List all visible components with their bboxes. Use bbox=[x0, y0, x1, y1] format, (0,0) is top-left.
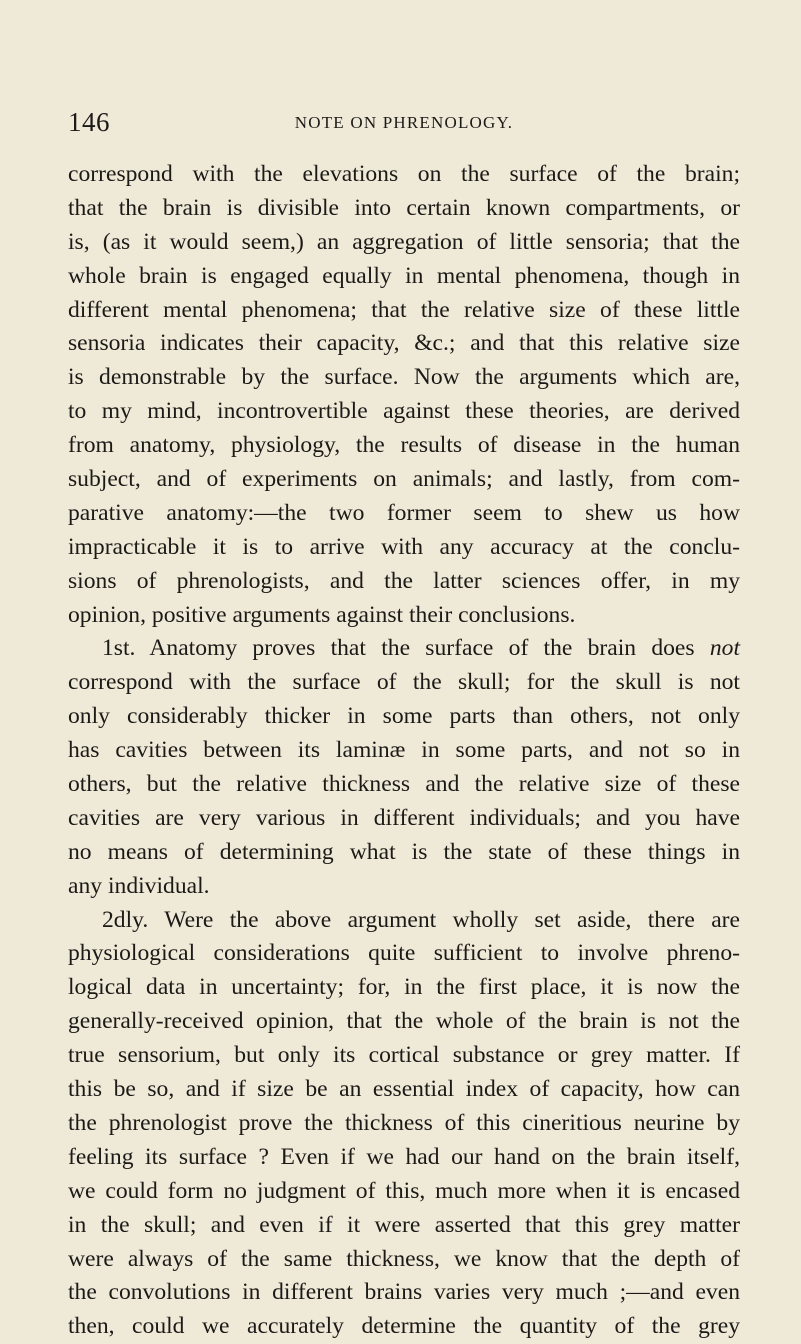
text-line: whole brain is engaged equally in mental phenomena, though in bbox=[68, 262, 740, 289]
text-line: logical data in uncertainty; for, in the first place, it is now the bbox=[68, 974, 740, 1001]
text-line: that the brain is divisible into certain known compartments, or bbox=[68, 194, 740, 221]
text-line: any individual. bbox=[68, 872, 210, 899]
text-line bbox=[68, 632, 740, 666]
text-line: in the skull; and even if it were asserted that this grey matter bbox=[68, 1211, 740, 1238]
text-line: impracticable it is to arrive with any accuracy at the conclu- bbox=[68, 533, 740, 560]
page-number: 146 bbox=[68, 107, 110, 137]
text-line: 2dly. Were the above argument wholly set aside, there are bbox=[102, 906, 740, 933]
text-line: parative anatomy:—the two former seem to shew us how bbox=[68, 499, 740, 526]
text-line: correspond with the elevations on the surface of the brain; bbox=[68, 161, 740, 187]
text-line: to my mind, incontrovertible against these theories, are derived bbox=[68, 398, 740, 425]
emphasis-not: not bbox=[709, 635, 740, 662]
text-line: sensoria indicates their capacity, &c.; and that this relative size bbox=[68, 330, 740, 357]
text-line: subject, and of experiments on animals; and lastly, from com- bbox=[68, 466, 740, 493]
text-line: has cavities between its laminæ in some parts, and not so in bbox=[68, 737, 740, 764]
text-line: from anatomy, physiology, the results of disease in the human bbox=[68, 432, 740, 459]
text-line: correspond with the surface of the skull; for the skull is not bbox=[68, 669, 740, 696]
body-text bbox=[68, 158, 740, 1344]
text-line: cavities are very various in different individuals; and you have bbox=[68, 804, 740, 831]
text-line: others, but the relative thickness and the relative size of these bbox=[68, 771, 740, 798]
text-line: the phrenologist prove the thickness of this cineritious neurine by bbox=[68, 1109, 740, 1136]
text-line: is, (as it would seem,) an aggregation of little sensoria; that the bbox=[68, 228, 740, 255]
text-line: true sensorium, but only its cortical substance or grey matter. If bbox=[68, 1042, 740, 1069]
page-header bbox=[68, 107, 740, 141]
text-line: physiological considerations quite sufficient to involve phreno- bbox=[68, 940, 740, 967]
text-line: were always of the same thickness, we know that the depth of bbox=[68, 1245, 740, 1272]
text-line: generally-received opinion, that the whole of the brain is not the bbox=[68, 1008, 740, 1035]
text-line: different mental phenomena; that the relative size of these little bbox=[68, 296, 740, 323]
text-line: we could form no judgment of this, much more when it is encased bbox=[68, 1177, 740, 1204]
text-line: then, could we accurately determine the quantity of the grey bbox=[68, 1313, 740, 1340]
text-line-plain: 1st. Anatomy proves that the surface of the brain does bbox=[102, 635, 710, 662]
text-line: feeling its surface ? Even if we had our hand on the brain itself, bbox=[68, 1143, 740, 1170]
text-line: the convolutions in different brains varies very much ;—and even bbox=[68, 1279, 740, 1306]
running-head: NOTE ON PHRENOLOGY. bbox=[294, 113, 514, 132]
text-line: opinion, positive arguments against their conclusions. bbox=[68, 601, 576, 628]
text-line: is demonstrable by the surface. Now the arguments which are, bbox=[68, 364, 740, 391]
text-line: no means of determining what is the state of these things in bbox=[68, 838, 740, 865]
text-line: only considerably thicker in some parts than others, not only bbox=[68, 703, 740, 730]
text-line: this be so, and if size be an essential index of capacity, how can bbox=[68, 1076, 740, 1103]
text-line: sions of phrenologists, and the latter sciences offer, in my bbox=[68, 567, 740, 594]
